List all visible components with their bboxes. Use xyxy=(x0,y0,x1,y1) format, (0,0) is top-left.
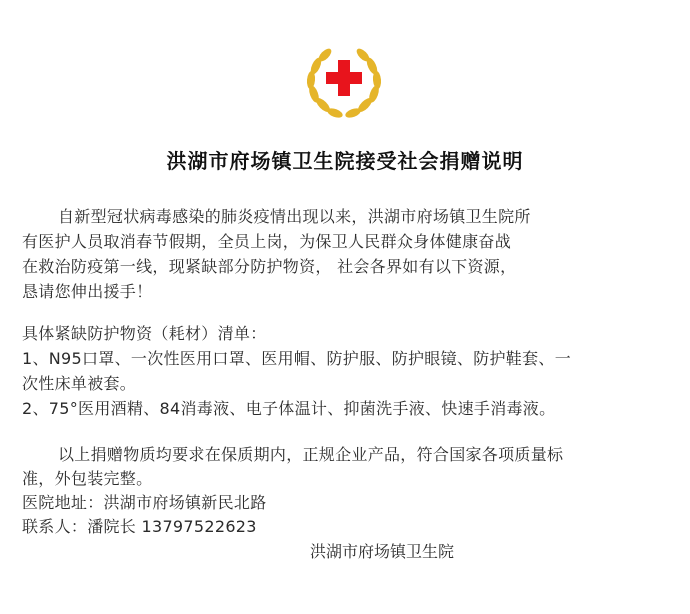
list-item-1-line-2: 次性床单被套。 xyxy=(22,374,137,393)
intro-line-4: 恳请您伸出援手！ xyxy=(22,282,153,301)
list-item-2: 2、75°医用酒精、84消毒液、电子体温计、抑菌洗手液、快速手消毒液。 xyxy=(22,399,556,418)
intro-line-3: 在救治防疫第一线，现紧缺部分防护物资， 社会各界如有以下资源， xyxy=(22,257,517,276)
requirement-line-1: 以上捐赠物质均要求在保质期内，正规企业产品，符合国家各项质量标 xyxy=(58,445,564,464)
document-title: 洪湖市府场镇卫生院接受社会捐赠说明 xyxy=(166,149,524,173)
list-heading: 具体紧缺防护物资（耗材）清单： xyxy=(22,324,267,343)
signature: 洪湖市府场镇卫生院 xyxy=(310,542,455,561)
intro-line-2: 有医护人员取消春节假期，全员上岗，为保卫人民群众身体健康奋战 xyxy=(22,232,512,251)
hospital-address: 医院地址：洪湖市府场镇新民北路 xyxy=(22,493,267,512)
contact-person: 联系人：潘院长 13797522623 xyxy=(22,517,257,536)
intro-line-1: 自新型冠状病毒感染的肺炎疫情出现以来，洪湖市府场镇卫生院所 xyxy=(58,207,531,226)
red-cross-wreath-icon xyxy=(302,36,386,120)
red-cross-shape xyxy=(326,60,362,96)
list-item-1-line-1: 1、N95口罩、一次性医用口罩、医用帽、防护服、防护眼镜、防护鞋套、一 xyxy=(22,349,572,368)
requirement-line-2: 准，外包装完整。 xyxy=(22,469,153,488)
